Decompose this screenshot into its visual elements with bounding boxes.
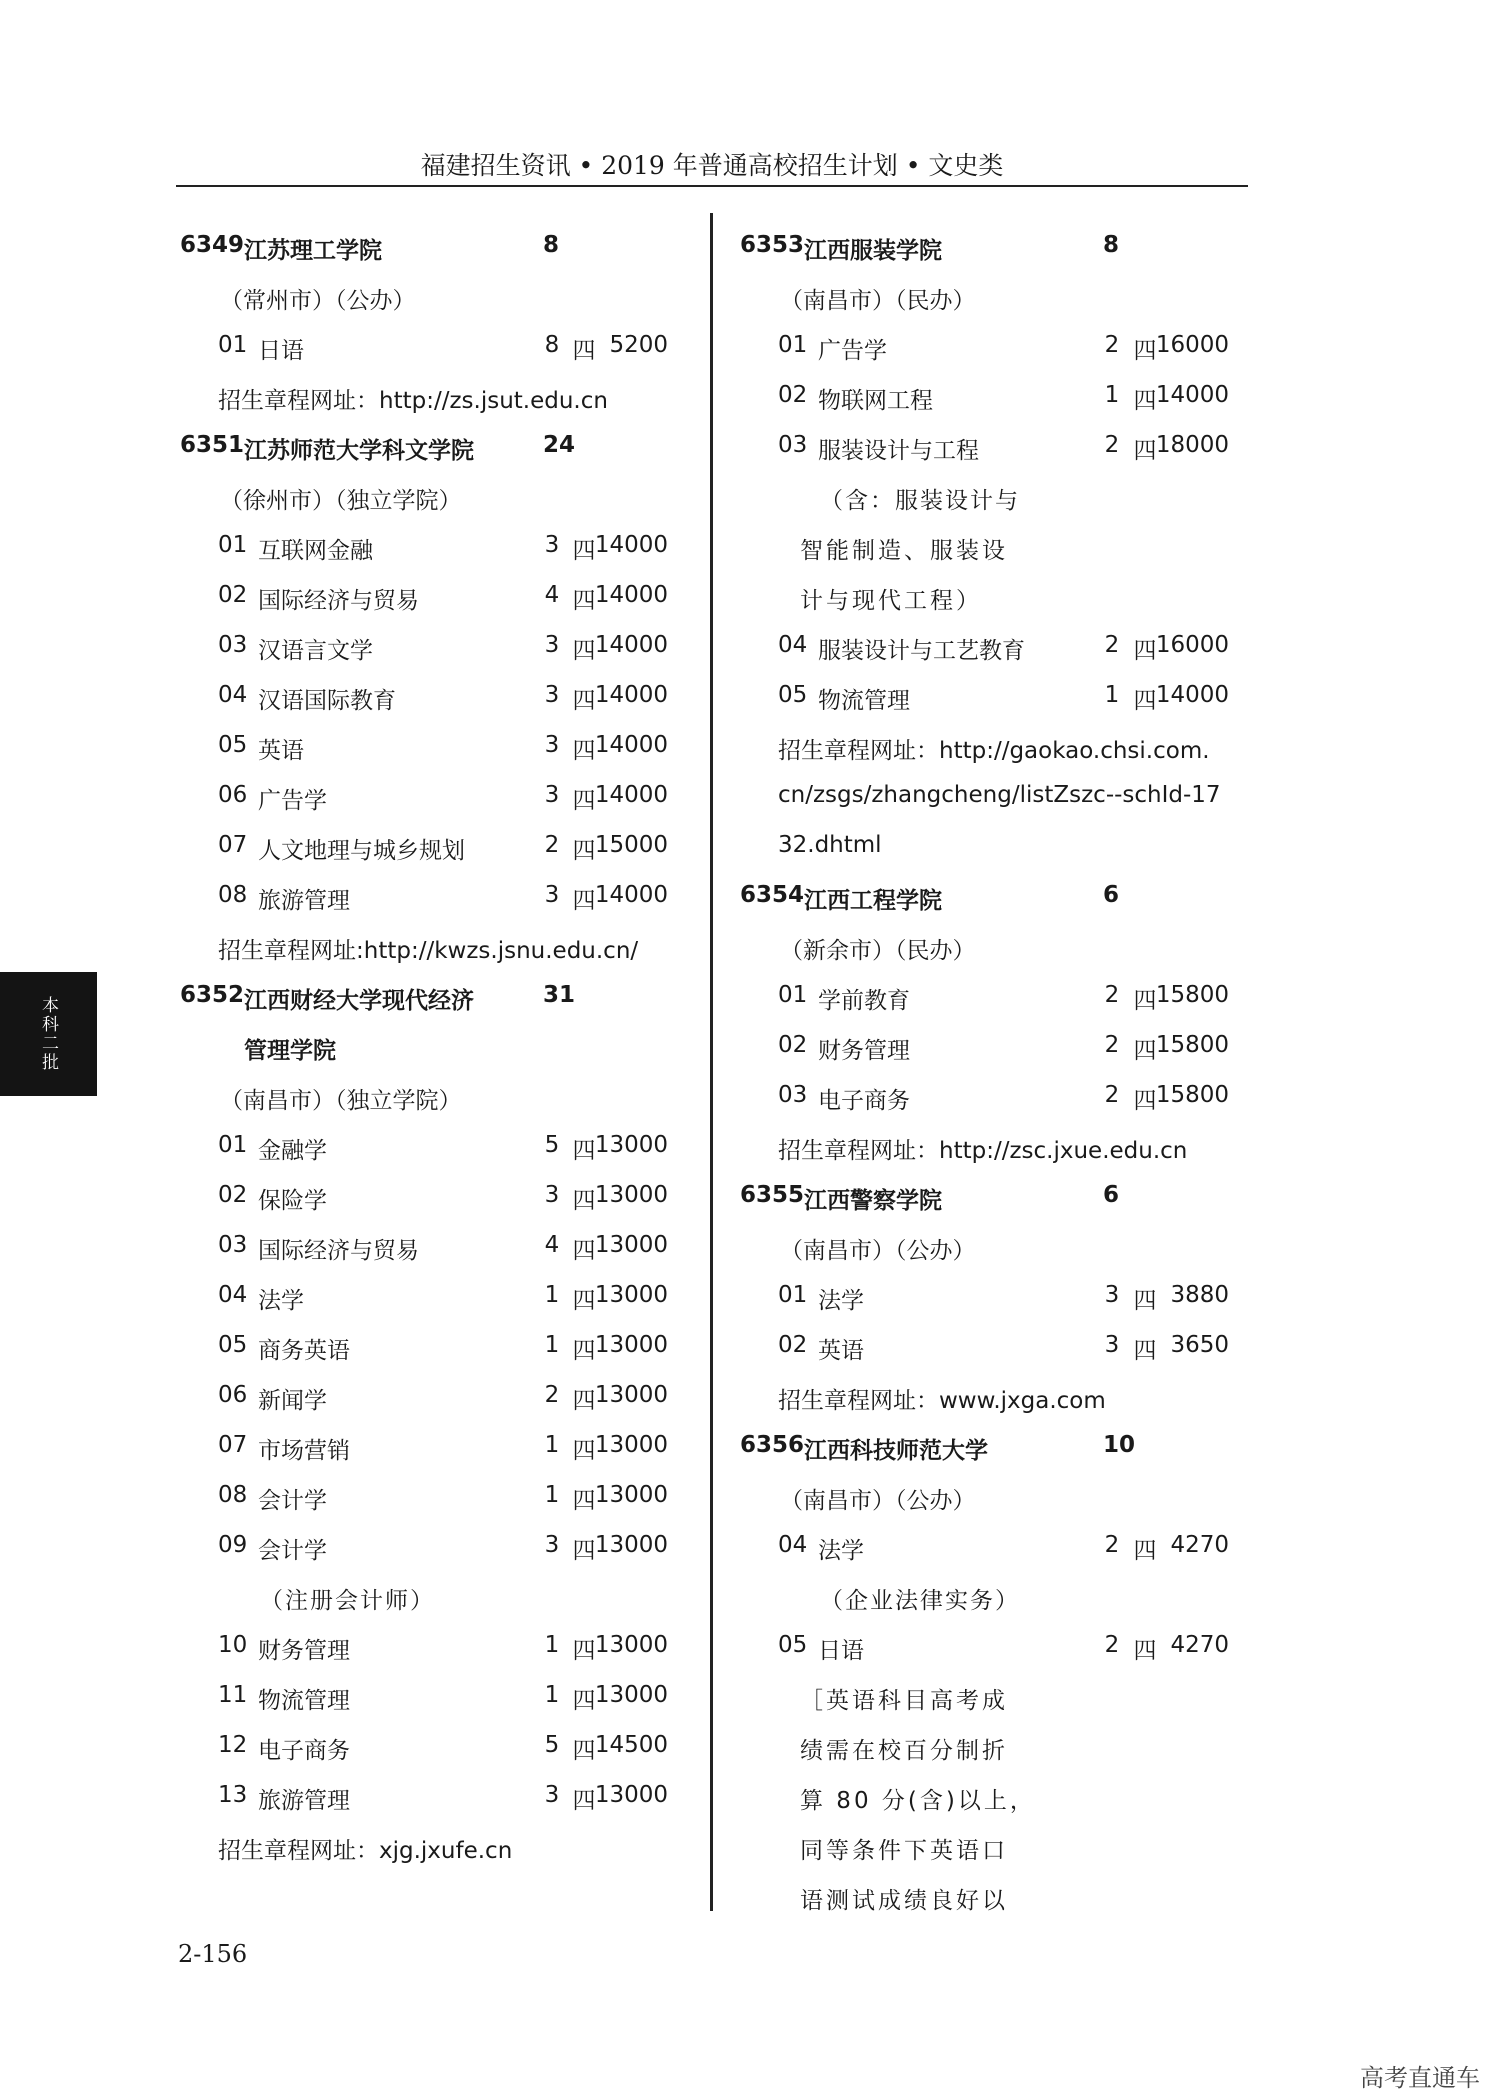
major-years: 四 (1133, 1638, 1157, 1664)
major-years: 四 (1133, 638, 1157, 664)
school-location: （常州市）（公办） (220, 288, 416, 314)
school-code: 6354 (740, 882, 805, 908)
major-name: 广告学 (818, 338, 887, 364)
major-name: 广告学 (258, 788, 327, 814)
major-fee: 4270 (1170, 1532, 1229, 1558)
major-code: 12 (218, 1732, 248, 1758)
major-quota: 4 (544, 1232, 560, 1258)
page-number: 2-156 (178, 1940, 248, 1968)
admission-url: 招生章程网址：http://zs.jsut.edu.cn (218, 388, 608, 414)
entry-loc (180, 472, 700, 522)
major-fee: 14000 (594, 882, 668, 908)
school-location: （南昌市）（民办） (780, 288, 976, 314)
school-location: （徐州市）（独立学院） (220, 488, 462, 514)
major-quota: 2 (1104, 1632, 1120, 1658)
school-location: （南昌市）（独立学院） (220, 1088, 462, 1114)
major-name: 物流管理 (258, 1688, 350, 1714)
major-name: 物流管理 (818, 688, 910, 714)
major-fee: 14000 (1155, 682, 1229, 708)
entry-url (740, 1372, 1260, 1422)
entry-note2 (740, 1822, 1260, 1872)
entry-major (180, 1722, 700, 1772)
major-name: 学前教育 (818, 988, 910, 1014)
entry-note2 (740, 1772, 1260, 1822)
major-quota: 3 (544, 632, 560, 658)
entry-major (180, 522, 700, 572)
major-fee: 14000 (1155, 382, 1229, 408)
major-years: 四 (1133, 688, 1157, 714)
major-fee: 16000 (1155, 632, 1229, 658)
major-name: 互联网金融 (258, 538, 373, 564)
major-years: 四 (572, 338, 596, 364)
major-quota: 2 (1104, 332, 1120, 358)
major-quota: 3 (544, 532, 560, 558)
major-years: 四 (572, 1488, 596, 1514)
entry-major (180, 872, 700, 922)
entry-url (180, 372, 700, 422)
major-fee: 13000 (594, 1782, 668, 1808)
major-quota: 3 (544, 682, 560, 708)
major-code: 04 (778, 632, 808, 658)
major-code: 01 (778, 1282, 808, 1308)
entry-major (180, 1772, 700, 1822)
column-divider (710, 213, 713, 1911)
major-note: 绩需在校百分制折 (800, 1738, 1008, 1764)
major-code: 04 (218, 682, 248, 708)
entry-loc (740, 922, 1260, 972)
admission-url-cont: 32.dhtml (778, 832, 882, 858)
major-code: 03 (218, 1232, 248, 1258)
major-quota: 3 (544, 1532, 560, 1558)
major-name: 物联网工程 (818, 388, 933, 414)
major-years: 四 (1133, 988, 1157, 1014)
major-code: 06 (218, 782, 248, 808)
major-code: 06 (218, 1382, 248, 1408)
entry-url (740, 722, 1260, 772)
entry-major (180, 722, 700, 772)
entry-major (740, 1622, 1260, 1672)
entry-major (180, 1272, 700, 1322)
major-name: 法学 (818, 1538, 864, 1564)
major-name: 英语 (818, 1338, 864, 1364)
major-fee: 13000 (594, 1332, 668, 1358)
major-fee: 16000 (1155, 332, 1229, 358)
admission-url: 招生章程网址：http://gaokao.chsi.com. (778, 738, 1210, 764)
major-quota: 1 (1104, 382, 1120, 408)
major-years: 四 (572, 838, 596, 864)
major-quota: 1 (544, 1432, 560, 1458)
school-quota: 6 (1103, 882, 1120, 908)
major-fee: 18000 (1155, 432, 1229, 458)
major-name: 电子商务 (258, 1738, 350, 1764)
major-name: 新闻学 (258, 1388, 327, 1414)
major-fee: 13000 (594, 1432, 668, 1458)
major-name: 会计学 (258, 1488, 327, 1514)
school-code: 6349 (180, 232, 245, 258)
major-code: 04 (218, 1282, 248, 1308)
major-code: 05 (218, 732, 248, 758)
major-name: 汉语国际教育 (258, 688, 396, 714)
entry-school (740, 1422, 1260, 1472)
school-quota: 10 (1103, 1432, 1136, 1458)
major-code: 02 (778, 1332, 808, 1358)
major-name: 法学 (258, 1288, 304, 1314)
entry-major (180, 1222, 700, 1272)
major-name: 金融学 (258, 1138, 327, 1164)
major-code: 01 (218, 532, 248, 558)
entry-school_cont (180, 1022, 700, 1072)
school-quota: 31 (543, 982, 576, 1008)
entry-note (740, 472, 1260, 522)
major-code: 03 (218, 632, 248, 658)
major-name: 日语 (258, 338, 304, 364)
major-fee: 13000 (594, 1382, 668, 1408)
major-name: 服装设计与工艺教育 (818, 638, 1025, 664)
entry-major (180, 1522, 700, 1572)
entry-major (740, 1022, 1260, 1072)
major-fee: 13000 (594, 1282, 668, 1308)
entry-note2 (740, 1722, 1260, 1772)
major-name: 电子商务 (818, 1088, 910, 1114)
major-code: 04 (778, 1532, 808, 1558)
major-name: 旅游管理 (258, 1788, 350, 1814)
entry-major (180, 622, 700, 672)
major-years: 四 (1133, 1538, 1157, 1564)
major-name: 国际经济与贸易 (258, 588, 419, 614)
school-location: （南昌市）（公办） (780, 1238, 976, 1264)
major-fee: 13000 (594, 1532, 668, 1558)
entry-major (740, 1522, 1260, 1572)
major-years: 四 (572, 1788, 596, 1814)
school-quota: 24 (543, 432, 576, 458)
entry-url (740, 1122, 1260, 1172)
major-fee: 14000 (594, 532, 668, 558)
entry-school (740, 872, 1260, 922)
side-tab-label: 本科二批 (38, 996, 58, 1072)
major-code: 07 (218, 1432, 248, 1458)
major-code: 02 (218, 1182, 248, 1208)
major-years: 四 (572, 1138, 596, 1164)
major-code: 05 (218, 1332, 248, 1358)
major-quota: 2 (544, 1382, 560, 1408)
watermark: 高考直通车 (1360, 2064, 1480, 2092)
major-quota: 1 (544, 1632, 560, 1658)
admission-url: 招生章程网址:http://kwzs.jsnu.edu.cn/ (218, 938, 639, 964)
major-years: 四 (572, 1438, 596, 1464)
major-years: 四 (572, 588, 596, 614)
major-fee: 13000 (594, 1132, 668, 1158)
entry-note2 (740, 1672, 1260, 1722)
major-fee: 15000 (594, 832, 668, 858)
major-name: 商务英语 (258, 1338, 350, 1364)
major-note: 语测试成绩良好以 (800, 1888, 1008, 1914)
major-code: 05 (778, 682, 808, 708)
major-fee: 14500 (594, 1732, 668, 1758)
major-code: 02 (778, 1032, 808, 1058)
school-code: 6356 (740, 1432, 805, 1458)
major-years: 四 (572, 888, 596, 914)
school-name: 江苏师范大学科文学院 (244, 438, 474, 464)
major-quota: 2 (1104, 632, 1120, 658)
major-code: 08 (218, 882, 248, 908)
school-location: （南昌市）（公办） (780, 1488, 976, 1514)
entry-school (180, 222, 700, 272)
major-years: 四 (572, 1538, 596, 1564)
major-code: 02 (778, 382, 808, 408)
major-quota: 3 (544, 782, 560, 808)
admission-url: 招生章程网址：xjg.jxufe.cn (218, 1838, 513, 1864)
major-quota: 3 (544, 1782, 560, 1808)
entry-school (740, 1172, 1260, 1222)
major-quota: 3 (544, 1182, 560, 1208)
major-name: 市场营销 (258, 1438, 350, 1464)
major-quota: 1 (544, 1482, 560, 1508)
major-quota: 2 (544, 832, 560, 858)
entry-loc (740, 272, 1260, 322)
entry-major (180, 572, 700, 622)
major-name: 人文地理与城乡规划 (258, 838, 465, 864)
school-code: 6355 (740, 1182, 805, 1208)
entry-urlc (740, 772, 1260, 822)
entry-major (740, 622, 1260, 672)
major-name: 财务管理 (818, 1038, 910, 1064)
major-years: 四 (1133, 1038, 1157, 1064)
major-code: 08 (218, 1482, 248, 1508)
major-name: 国际经济与贸易 (258, 1238, 419, 1264)
school-name: 江西警察学院 (804, 1188, 942, 1214)
entry-urlc (740, 822, 1260, 872)
header-rule (176, 185, 1248, 187)
major-code: 03 (778, 432, 808, 458)
admission-url: 招生章程网址：http://zsc.jxue.edu.cn (778, 1138, 1188, 1164)
school-quota: 8 (1103, 232, 1120, 258)
major-code: 10 (218, 1632, 248, 1658)
major-years: 四 (1133, 388, 1157, 414)
major-years: 四 (572, 738, 596, 764)
entry-note (180, 1572, 700, 1622)
major-note: （含：服装设计与 (820, 488, 1020, 514)
right-column (740, 222, 1260, 1922)
entry-school (180, 422, 700, 472)
entry-major (180, 1622, 700, 1672)
major-fee: 5200 (609, 332, 668, 358)
major-name: 服装设计与工程 (818, 438, 979, 464)
major-code: 01 (778, 982, 808, 1008)
entry-major (180, 822, 700, 872)
major-code: 11 (218, 1682, 248, 1708)
major-name: 旅游管理 (258, 888, 350, 914)
entry-note2 (740, 522, 1260, 572)
major-years: 四 (572, 1188, 596, 1214)
entry-note (740, 1572, 1260, 1622)
major-quota: 3 (1104, 1332, 1120, 1358)
admission-url-cont: cn/zsgs/zhangcheng/listZszc--schId-17 (778, 782, 1221, 808)
major-note: 智能制造、服装设 (800, 538, 1008, 564)
school-code: 6352 (180, 982, 245, 1008)
major-fee: 15800 (1155, 1032, 1229, 1058)
entry-major (740, 1272, 1260, 1322)
major-years: 四 (1133, 1288, 1157, 1314)
major-note: （企业法律实务） (820, 1588, 1020, 1614)
entry-url (180, 922, 700, 972)
major-years: 四 (572, 1338, 596, 1364)
entry-major (180, 1172, 700, 1222)
major-quota: 4 (544, 582, 560, 608)
entry-major (180, 772, 700, 822)
major-fee: 13000 (594, 1682, 668, 1708)
major-quota: 2 (1104, 982, 1120, 1008)
major-years: 四 (572, 1688, 596, 1714)
major-quota: 1 (544, 1282, 560, 1308)
left-column (180, 222, 700, 1872)
major-fee: 3880 (1170, 1282, 1229, 1308)
entry-major (180, 1422, 700, 1472)
major-quota: 2 (1104, 1082, 1120, 1108)
entry-loc (740, 1222, 1260, 1272)
major-years: 四 (572, 788, 596, 814)
major-name: 法学 (818, 1288, 864, 1314)
major-years: 四 (572, 1288, 596, 1314)
admission-url: 招生章程网址：www.jxga.com (778, 1388, 1106, 1414)
major-name: 保险学 (258, 1188, 327, 1214)
school-name: 江西服装学院 (804, 238, 942, 264)
entry-url (180, 1822, 700, 1872)
school-name: 江西工程学院 (804, 888, 942, 914)
major-quota: 5 (544, 1132, 560, 1158)
major-code: 01 (218, 332, 248, 358)
school-name: 江西科技师范大学 (804, 1438, 988, 1464)
school-quota: 8 (543, 232, 560, 258)
major-years: 四 (572, 688, 596, 714)
entry-major (740, 1072, 1260, 1122)
major-quota: 1 (544, 1682, 560, 1708)
major-code: 09 (218, 1532, 248, 1558)
major-quota: 2 (1104, 1032, 1120, 1058)
major-code: 01 (778, 332, 808, 358)
major-fee: 14000 (594, 682, 668, 708)
entry-major (180, 1472, 700, 1522)
major-fee: 14000 (594, 782, 668, 808)
major-fee: 15800 (1155, 1082, 1229, 1108)
major-years: 四 (572, 1238, 596, 1264)
major-quota: 2 (1104, 432, 1120, 458)
major-code: 07 (218, 832, 248, 858)
school-code: 6351 (180, 432, 245, 458)
entry-major (740, 1322, 1260, 1372)
major-years: 四 (572, 538, 596, 564)
major-years: 四 (1133, 1338, 1157, 1364)
entry-loc (180, 272, 700, 322)
major-quota: 5 (544, 1732, 560, 1758)
entry-major (180, 1372, 700, 1422)
major-years: 四 (572, 1638, 596, 1664)
school-code: 6353 (740, 232, 805, 258)
major-years: 四 (572, 1738, 596, 1764)
major-note: （注册会计师） (260, 1588, 435, 1614)
entry-major (740, 972, 1260, 1022)
major-fee: 3650 (1170, 1332, 1229, 1358)
entry-loc (740, 1472, 1260, 1522)
major-years: 四 (572, 1388, 596, 1414)
major-note: 同等条件下英语口 (800, 1838, 1008, 1864)
major-quota: 1 (1104, 682, 1120, 708)
entry-major (740, 322, 1260, 372)
major-name: 财务管理 (258, 1638, 350, 1664)
major-fee: 13000 (594, 1232, 668, 1258)
major-quota: 3 (544, 882, 560, 908)
major-fee: 13000 (594, 1482, 668, 1508)
school-name: 江西财经大学现代经济 (244, 988, 474, 1014)
major-years: 四 (1133, 1088, 1157, 1114)
major-years: 四 (572, 638, 596, 664)
major-code: 05 (778, 1632, 808, 1658)
major-code: 03 (778, 1082, 808, 1108)
major-note: 计与现代工程） (800, 588, 982, 614)
major-note: ［英语科目高考成 (800, 1688, 1008, 1714)
major-fee: 14000 (594, 732, 668, 758)
entry-loc (180, 1072, 700, 1122)
entry-major (740, 372, 1260, 422)
major-note: 算 80 分(含)以上， (800, 1788, 1036, 1814)
major-quota: 3 (1104, 1282, 1120, 1308)
major-fee: 15800 (1155, 982, 1229, 1008)
entry-school (740, 222, 1260, 272)
entry-major (180, 1672, 700, 1722)
major-name: 英语 (258, 738, 304, 764)
page-header: 福建招生资讯 • 2019 年普通高校招生计划 • 文史类 (420, 151, 1004, 180)
school-location: （新余市）（民办） (780, 938, 976, 964)
side-tab (0, 972, 97, 1096)
major-quota: 3 (544, 732, 560, 758)
major-years: 四 (1133, 438, 1157, 464)
entry-major (180, 1122, 700, 1172)
entry-major (740, 422, 1260, 472)
entry-major (180, 322, 700, 372)
major-quota: 1 (544, 1332, 560, 1358)
entry-school (180, 972, 700, 1022)
major-fee: 14000 (594, 582, 668, 608)
entry-major (180, 1322, 700, 1372)
major-name: 会计学 (258, 1538, 327, 1564)
school-quota: 6 (1103, 1182, 1120, 1208)
entry-note2 (740, 1872, 1260, 1922)
major-code: 13 (218, 1782, 248, 1808)
major-name: 汉语言文学 (258, 638, 373, 664)
major-quota: 8 (544, 332, 560, 358)
entry-major (740, 672, 1260, 722)
major-years: 四 (1133, 338, 1157, 364)
major-code: 02 (218, 582, 248, 608)
entry-major (180, 672, 700, 722)
major-fee: 13000 (594, 1182, 668, 1208)
major-fee: 4270 (1170, 1632, 1229, 1658)
major-name: 日语 (818, 1638, 864, 1664)
school-name-cont: 管理学院 (244, 1038, 336, 1064)
major-quota: 2 (1104, 1532, 1120, 1558)
school-name: 江苏理工学院 (244, 238, 382, 264)
major-code: 01 (218, 1132, 248, 1158)
entry-note2 (740, 572, 1260, 622)
major-fee: 14000 (594, 632, 668, 658)
major-fee: 13000 (594, 1632, 668, 1658)
